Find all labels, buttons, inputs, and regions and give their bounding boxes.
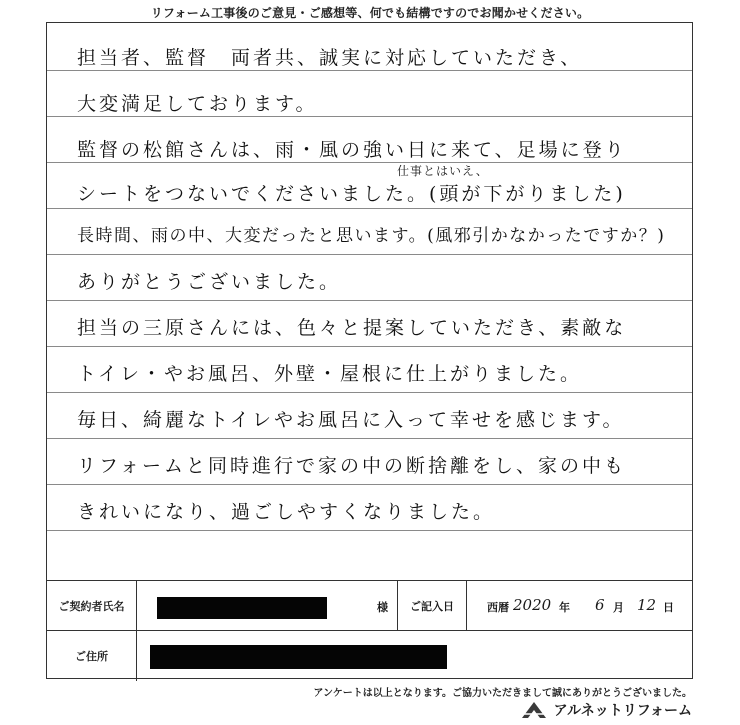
entry-year: 2020 bbox=[513, 596, 552, 614]
name-row bbox=[47, 581, 692, 631]
address-label: ご住所 bbox=[47, 631, 137, 681]
handwritten-line: 担当の三原さんには、色々と提案していただき、素敵な bbox=[77, 317, 627, 339]
entry-date-label: ご記入日 bbox=[397, 581, 467, 631]
customer-info-form bbox=[47, 580, 692, 680]
triangle-logo-icon bbox=[520, 700, 548, 720]
day-unit: 日 bbox=[663, 602, 674, 614]
ruled-line bbox=[47, 484, 692, 485]
month-unit: 月 bbox=[613, 602, 624, 614]
handwritten-line: トイレ・やお風呂、外壁・屋根に仕上がりました。 bbox=[77, 363, 583, 385]
address-row bbox=[47, 631, 692, 681]
entry-month: 6 bbox=[595, 596, 605, 614]
ruled-line bbox=[47, 300, 692, 301]
handwritten-line: 毎日、綺麗なトイレやお風呂に入って幸せを感じます。 bbox=[77, 409, 625, 431]
year-unit: 年 bbox=[559, 602, 570, 614]
survey-footer: アンケートは以上となります。ご協力いただきまして誠にありがとうございました。 bbox=[313, 688, 692, 699]
era-label: 西暦 bbox=[487, 602, 509, 614]
ruled-line bbox=[47, 208, 692, 209]
survey-sheet bbox=[46, 22, 693, 679]
ruled-line bbox=[47, 162, 692, 163]
redacted-address bbox=[150, 645, 447, 669]
handwritten-line: 大変満足しております。 bbox=[77, 93, 318, 115]
ruled-line bbox=[47, 116, 692, 117]
entry-day: 12 bbox=[637, 596, 657, 614]
handwritten-line: 監督の松館さんは、雨・風の強い日に来て、足場に登り bbox=[77, 139, 627, 161]
survey-header: リフォーム工事後のご意見・ご感想等、何でも結構ですのでお聞かせください。 bbox=[150, 6, 590, 20]
ruled-line bbox=[47, 346, 692, 347]
company-name: アルネットリフォーム bbox=[553, 702, 692, 718]
handwritten-annotation: 仕事とはいえ、 bbox=[397, 164, 489, 178]
ruled-line bbox=[47, 438, 692, 439]
handwritten-line: 担当者、監督 両者共、誠実に対応していただき、 bbox=[77, 47, 583, 69]
handwritten-line: シートをつないでくださいました。(頭が下がりました) bbox=[77, 183, 626, 205]
honorific-sama: 様 bbox=[377, 602, 388, 614]
ruled-line bbox=[47, 70, 692, 71]
handwritten-line: ありがとうございました。 bbox=[77, 271, 342, 293]
contract-name-label: ご契約者氏名 bbox=[47, 581, 137, 630]
ruled-line bbox=[47, 530, 692, 531]
ruled-line bbox=[47, 254, 692, 255]
ruled-line bbox=[47, 392, 692, 393]
handwritten-line: 長時間、雨の中、大変だったと思います。(風邪引かなかったですか？) bbox=[77, 226, 666, 246]
redacted-name bbox=[157, 597, 327, 619]
handwritten-line: きれいになり、過ごしやすくなりました。 bbox=[77, 501, 496, 523]
company-logo bbox=[520, 700, 692, 720]
handwritten-line: リフォームと同時進行で家の中の断捨離をし、家の中も bbox=[77, 455, 627, 477]
